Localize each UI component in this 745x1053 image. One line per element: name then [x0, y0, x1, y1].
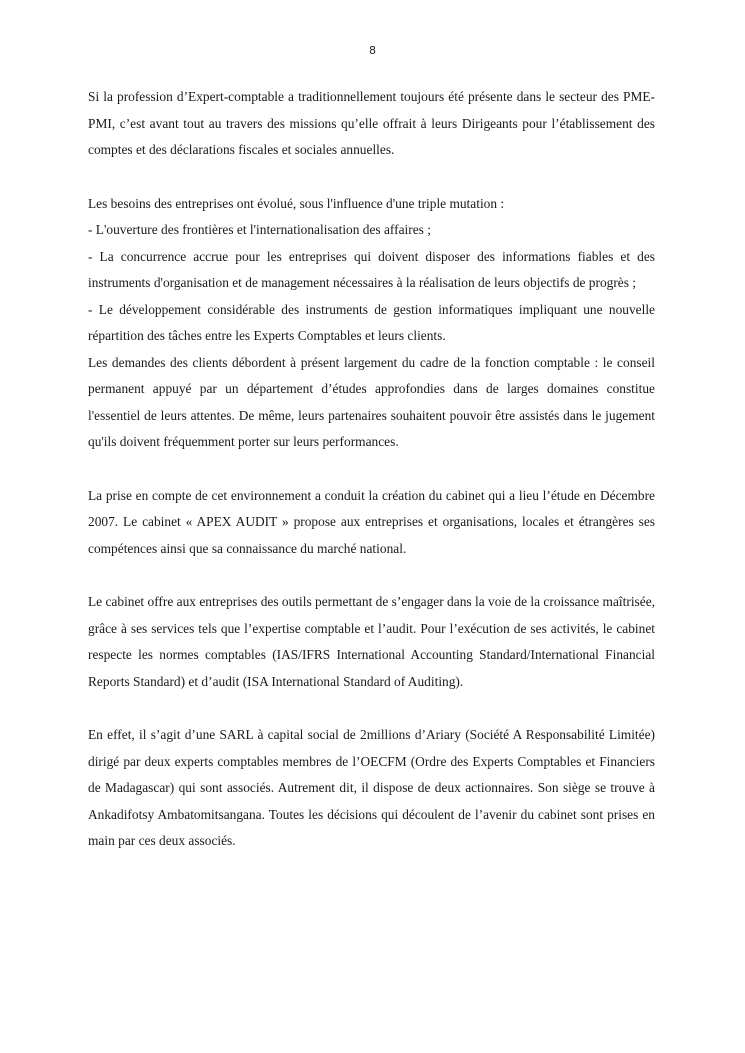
list-item-borders: - L'ouverture des frontières et l'internationalisation des affaires ;: [88, 222, 431, 237]
page-number: 8: [369, 44, 376, 57]
paragraph-spacer: [88, 562, 655, 589]
paragraph-cabinet-services: Le cabinet offre aux entreprises des outils permettant de s’engager dans la voie de la croissance maîtrisée, grâce à ses services tels que l’expertise comptable et l’audit. Pour l’exécution de ses activités, le cabinet respecte les normes comptables (IAS/IFRS International Accounting Standard/International Financial Reports Standard) et d’audit (ISA International Standard of Auditing).: [88, 594, 655, 689]
list-item-it-tools: - Le développement considérable des instruments de gestion informatiques impliquant une nouvelle répartition des tâches entre les Experts Comptables et leurs clients.: [88, 301, 655, 343]
paragraph-spacer: [88, 695, 655, 722]
paragraph-cabinet-structure: En effet, il s’agit d’une SARL à capital social de 2millions d’Ariary (Société A Responsabilité Limitée) dirigé par deux experts comptables membres de l’OECFM (Ordre des Experts Comptables et Financiers de Madagascar) qui sont associés. Autrement dit, il dispose de deux actionnaires. Son siège se trouve à Ankadifotsy Ambatomitsangana. Toutes les décisions qui découlent de l’avenir du cabinet sont prises en main par ces deux associés.: [88, 727, 655, 848]
document-body: [88, 84, 655, 855]
list-item-competition: - La concurrence accrue pour les entreprises qui doivent disposer des informations fiables et des instruments d'organisation et de management nécessaires à la réalisation de leurs objectifs de progrès ;: [88, 248, 655, 290]
paragraph-client-demands: Les demandes des clients débordent à présent largement du cadre de la fonction comptable : le conseil permanent appuyé par un département d’études approfondies dans de larges domaines constitue l'essentiel de leurs attentes. De même, leurs partenaires souhaitent pouvoir être assistés dans le jugement qu'ils doivent fréquemment porter sur leurs performances.: [88, 354, 655, 449]
paragraph-spacer: [88, 164, 655, 191]
paragraph-needs: Les besoins des entreprises ont évolué, sous l'influence d'une triple mutation :: [88, 195, 505, 211]
paragraph-intro: Si la profession d’Expert-comptable a traditionnellement toujours été présente dans le secteur des PME-PMI, c’est avant tout au travers des missions qu’elle offrait à leurs Dirigeants pour l’établissement des comptes et des déclarations fiscales et sociales annuelles.: [88, 89, 655, 157]
paragraph-cabinet-creation: La prise en compte de cet environnement a conduit la création du cabinet qui a lieu l’étude en Décembre 2007. Le cabinet « APEX AUDIT » propose aux entreprises et organisations, locales et étrangères ses compétences ainsi que sa connaissance du marché national.: [88, 487, 655, 556]
paragraph-spacer: [88, 456, 655, 483]
